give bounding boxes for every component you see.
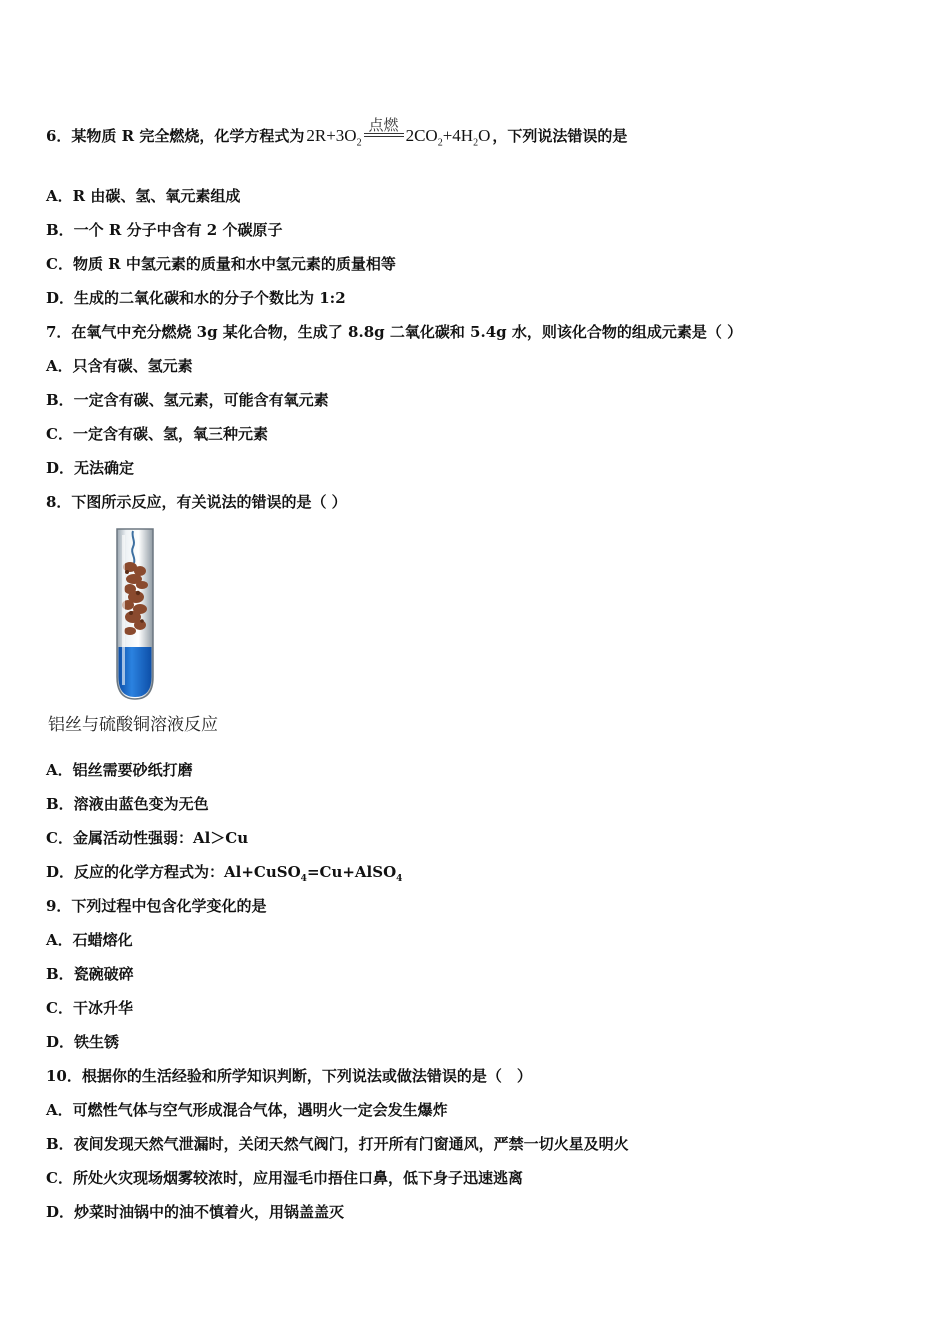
q7-option-b: B．一定含有碳、氢元素，可能含有氧元素: [46, 391, 329, 409]
q9-stem: 9．下列过程中包含化学变化的是: [46, 897, 267, 915]
q7-option-a: A．只含有碳、氢元素: [46, 357, 193, 375]
q6-stem-suffix: ，下列说法错误的是: [492, 127, 628, 145]
q10-option-b: B．夜间发现天然气泄漏时，关闭天然气阀门，打开所有门窗通风，严禁一切火星及明火: [46, 1135, 629, 1153]
q6-stem-prefix: 6．某物质 R 完全燃烧，化学方程式为: [46, 127, 305, 145]
q6-option-c: C．物质 R 中氢元素的质量和水中氢元素的质量相等: [46, 255, 396, 273]
q10-option-d: D．炒菜时油锅中的油不慎着火，用锅盖盖灭: [46, 1203, 345, 1221]
q10-stem: 10．根据你的生活经验和所学知识判断，下列说法或做法错误的是（ ）: [46, 1067, 532, 1085]
q6-stem: [46, 116, 628, 153]
q9-option-d: D．铁生锈: [46, 1033, 120, 1051]
q6-option-d: D．生成的二氧化碳和水的分子个数比为 1:2: [46, 289, 346, 307]
q8-option-a: A．铝丝需要砂纸打磨: [46, 761, 193, 779]
reaction-condition: 点燃: [368, 116, 399, 134]
q10-option-a: A．可燃性气体与空气形成混合气体，遇明火一定会发生爆炸: [46, 1101, 448, 1119]
q9-option-c: C．干冰升华: [46, 999, 133, 1017]
q9-option-a: A．石蜡熔化: [46, 931, 133, 949]
q8-stem: 8．下图所示反应，有关说法的错误的是（ ）: [46, 493, 347, 511]
q6-equation: $2R+3O_2$ 点燃 $2CO_2+4H_2O$: [306, 116, 491, 149]
q7-stem: 7．在氧气中充分燃烧 3g 某化合物，生成了 8.8g 二氧化碳和 5.4g 水，则该化合物的组成元素是（ ）: [46, 323, 743, 341]
q7-option-d: D．无法确定: [46, 459, 135, 477]
q6-option-b: B．一个 R 分子中含有 2 个碳原子: [46, 221, 283, 239]
figure-caption: 铝丝与硫酸铜溶液反应: [48, 715, 218, 735]
q7-option-c: C．一定含有碳、氢，氧三种元素: [46, 425, 268, 443]
test-tube-icon: [100, 527, 170, 702]
q8-option-b: B．溶液由蓝色变为无色: [46, 795, 209, 813]
q6-option-a: A．R 由碳、氢、氧元素组成: [46, 187, 241, 205]
test-tube-figure: [100, 527, 170, 702]
q8-option-d: D．反应的化学方程式为：Al+CuSO$_4$=Cu+AlSO$_4$: [46, 863, 403, 884]
q10-option-c: C．所处火灾现场烟雾较浓时，应用湿毛巾捂住口鼻，低下身子迅速逃离: [46, 1169, 523, 1187]
q8-option-c: C．金属活动性强弱：Al＞Cu: [46, 829, 249, 847]
q9-option-b: B．瓷碗破碎: [46, 965, 134, 983]
